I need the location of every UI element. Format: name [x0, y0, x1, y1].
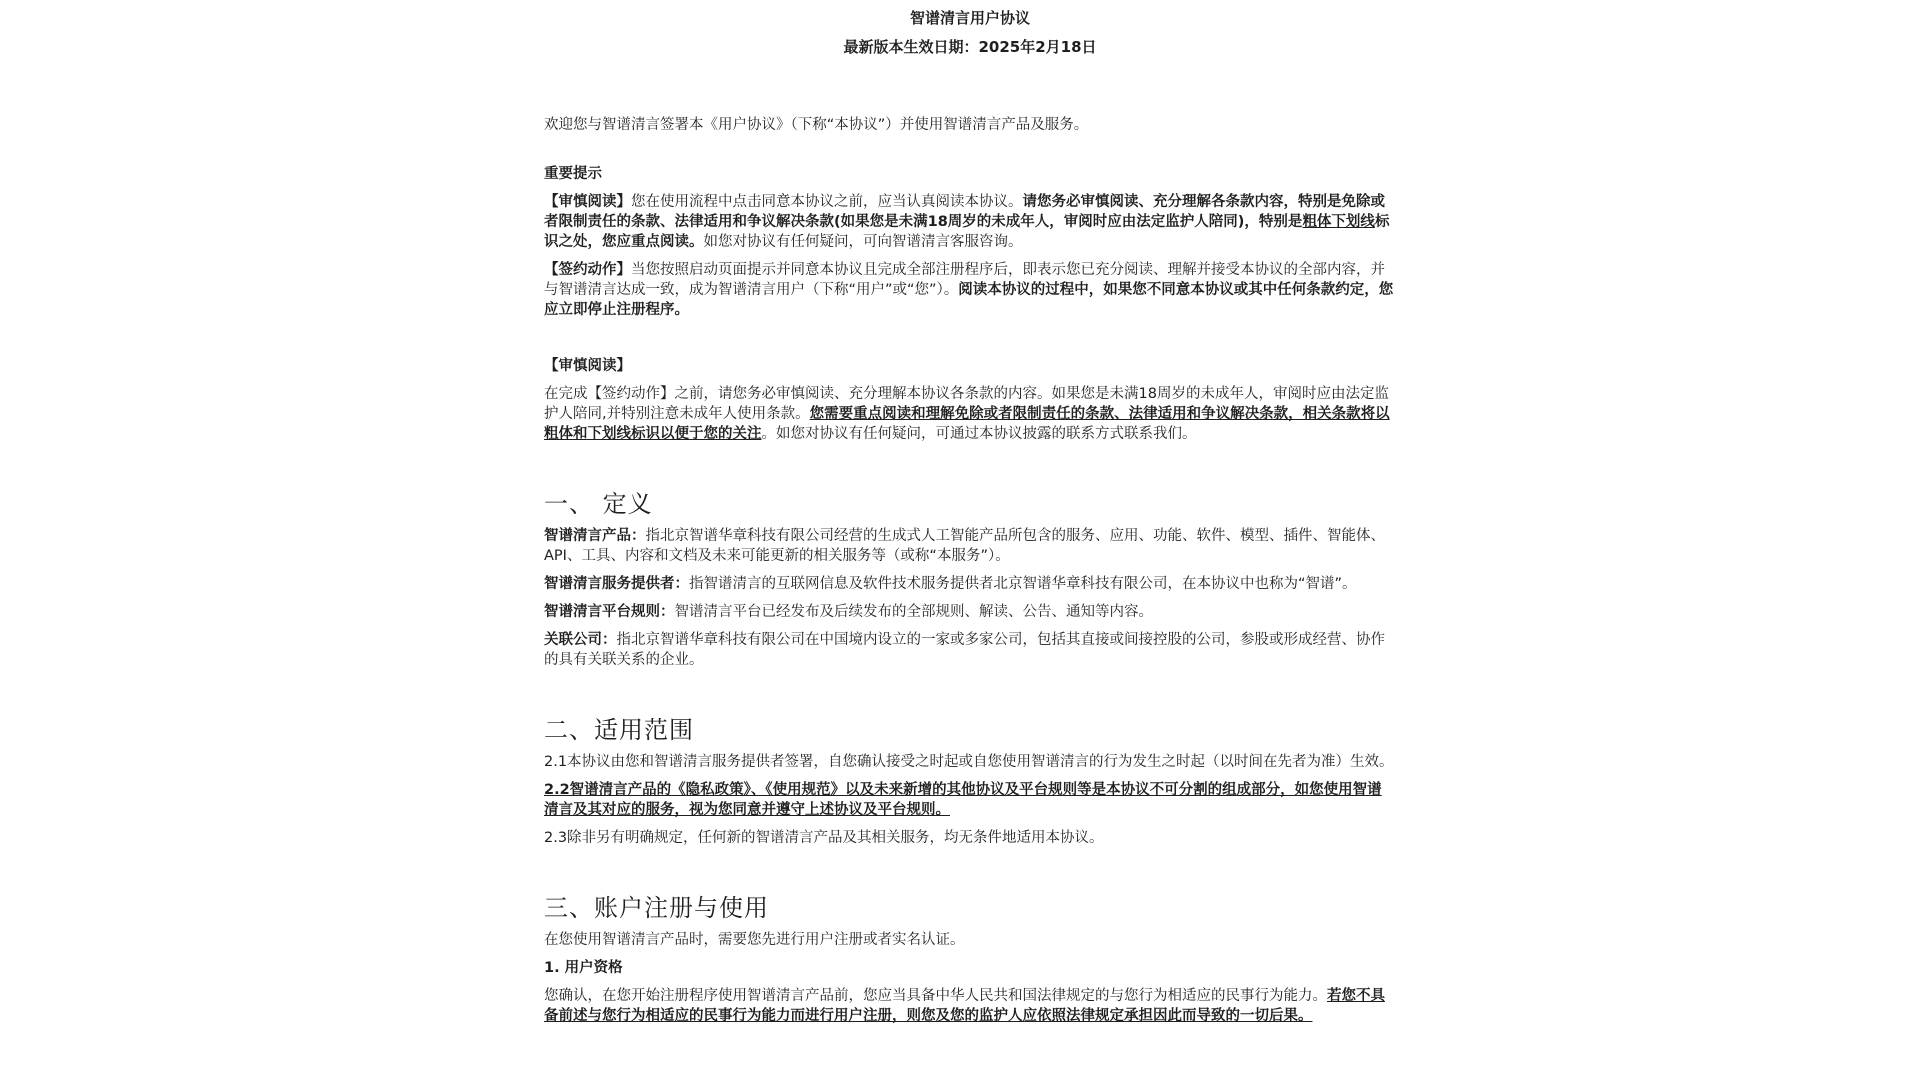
review-underlined: 您需要重点阅读和理解免除或者限制责任的条款、法律适用和争议解决条款，相关条款将以粗体和下划线标识以便于您的关注: [544, 406, 1390, 442]
welcome-paragraph: 欢迎您与智谱清言签署本《用户协议》（下称“本协议”）并使用智谱清言产品及服务。: [544, 117, 1089, 133]
careful-reading-bold-2: 标识之处，您应重点阅读。: [544, 214, 1390, 250]
review-text-2: 。如您对协议有任何疑问，可通过本协议披露的联系方式联系我们。: [761, 426, 1197, 442]
definition-text: 指北京智谱华章科技有限公司经营的生成式人工智能产品所包含的服务、应用、功能、软件、模型、插件、智能体、API、工具、内容和文档及未来可能更新的相关服务等（或称“本服务”）。: [544, 528, 1385, 564]
definition-text: 指北京智谱华章科技有限公司在中国境内设立的一家或多家公司，包括其直接或间接控股的公司，参股或形成经营、协作的具有关联关系的企业。: [544, 632, 1385, 668]
section-definitions-heading: 一、 定义: [544, 490, 653, 518]
careful-reading-bold: 请您务必审慎阅读、充分理解各条款内容，特别是免除或者限制责任的条款、法律适用和争议解决条款(如果您是未满18周岁的未成年人，审阅时应由法定监护人陪同)，特别是: [544, 194, 1385, 230]
signing-action-paragraph: [544, 260, 1396, 320]
signing-action-label: 【签约动作】: [544, 262, 631, 278]
review-heading: 【审慎阅读】: [544, 358, 631, 374]
signing-action-bold: 阅读本协议的过程中，如果您不同意本协议或其中任何条款约定，您应立即停止注册程序。: [544, 282, 1394, 318]
user-eligibility-heading: 1. 用户资格: [544, 960, 623, 976]
account-intro: 在您使用智谱清言产品时，需要您先进行用户注册或者实名认证。: [544, 932, 965, 948]
definition-text: 智谱清言平台已经发布及后续发布的全部规则、解读、公告、通知等内容。: [674, 604, 1153, 620]
user-eligibility-bold: 若您不具备前述与您行为相适应的民事行为能力而进行用户注册，则您及您的监护人应依照法律规定承担因此而导致的一切后果。: [544, 988, 1385, 1024]
section-scope-heading: 二、适用范围: [544, 716, 694, 744]
careful-reading-paragraph: [544, 192, 1396, 252]
careful-reading-underlined: 粗体下划线: [1302, 214, 1375, 230]
scope-paragraph-3: 2.3除非另有明确规定，任何新的智谱清言产品及其相关服务，均无条件地适用本协议。: [544, 830, 1104, 846]
important-notice-heading: 重要提示: [544, 166, 602, 182]
review-paragraph: [544, 384, 1396, 444]
scope-paragraph-2: 2.2智谱清言产品的《隐私政策》、《使用规范》以及未来新增的其他协议及平台规则等是本协议不可分割的组成部分，如您使用智谱清言及其对应的服务，视为您同意并遵守上述协议及平台规则。: [544, 782, 1382, 818]
definition-term: 关联公司：: [544, 632, 617, 648]
user-eligibility-paragraph: [544, 986, 1396, 1026]
definition-item: [544, 630, 1396, 670]
scope-paragraph-1: 2.1本协议由您和智谱清言服务提供者签署，自您确认接受之时起或自您使用智谱清言的行为发生之时起（以时间在先者为准）生效。: [544, 754, 1394, 770]
careful-reading-text: 您在使用流程中点击同意本协议之前，应当认真阅读本协议。: [631, 194, 1023, 210]
section-account-heading: 三、账户注册与使用: [544, 894, 769, 922]
definition-term: 智谱清言服务提供者：: [544, 576, 689, 592]
signing-action-text: 当您按照启动页面提示并同意本协议且完成全部注册程序后，即表示您已充分阅读、理解并接受本协议的全部内容，并与智谱清言达成一致，成为智谱清言用户（下称“用户”或“您”）。: [544, 262, 1385, 298]
definition-item: [544, 602, 1396, 622]
document-title: 智谱清言用户协议: [909, 9, 1030, 27]
careful-reading-label: 【审慎阅读】: [544, 194, 631, 210]
user-eligibility-text: 您确认，在您开始注册程序使用智谱清言产品前，您应当具备中华人民共和国法律规定的与您行为相适应的民事行为能力。: [544, 988, 1327, 1004]
definition-text: 指智谱清言的互联网信息及软件技术服务提供者北京智谱华章科技有限公司，在本协议中也称为“智谱”。: [689, 576, 1357, 592]
agreement-document: [544, 0, 1396, 1034]
definition-item: [544, 574, 1396, 594]
effective-date: 最新版本生效日期：2025年2月18日: [843, 38, 1097, 56]
definition-term: 智谱清言平台规则：: [544, 604, 675, 620]
careful-reading-text-2: 如您对协议有任何疑问，可向智谱清言客服咨询。: [703, 234, 1023, 250]
definition-item: [544, 526, 1396, 566]
definition-term: 智谱清言产品：: [544, 528, 646, 544]
review-text: 在完成【签约动作】之前，请您务必审慎阅读、充分理解本协议各条款的内容。如果您是未满18周岁的未成年人，审阅时应由法定监护人陪同,并特别注意未成年人使用条款。: [544, 386, 1389, 422]
